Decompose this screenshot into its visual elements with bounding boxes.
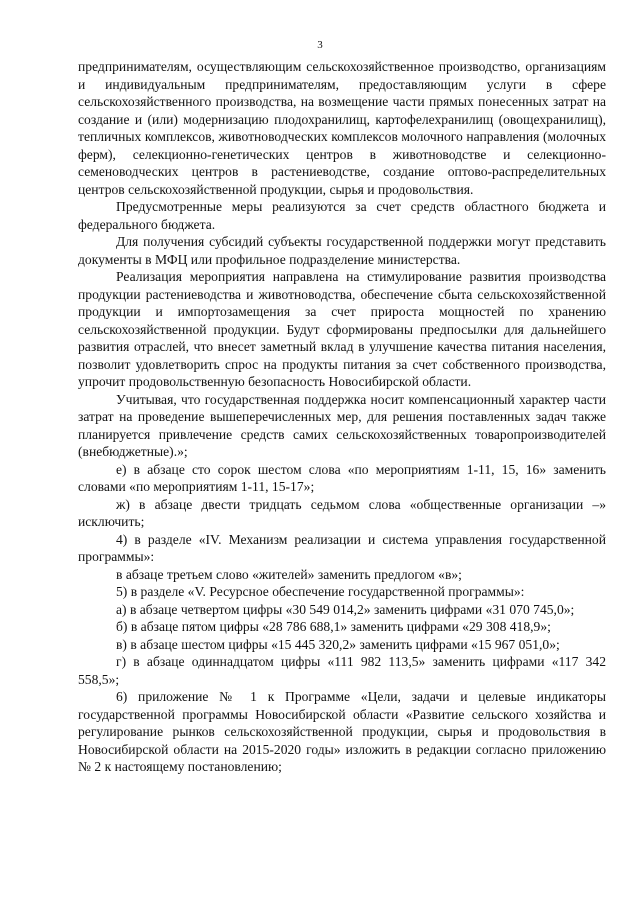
paragraph: а) в абзаце четвертом цифры «30 549 014,2» заменить цифрами «31 070 745,0»; [116,601,575,617]
paragraph: Для получения субсидий субъекты государственной поддержки могут представить документы в МФЦ или профильное подразделение министерства. [78,234,606,267]
paragraph: в абзаце третьем слово «жителей» заменить предлогом «в»; [116,566,462,582]
paragraph: Учитывая, что государственная поддержка носит компенсационный характер части затрат на проведение вышеперечисленных мер, для решения поставленных задач также планируется привлечение средств самих сельскохозяйственных товаропроизводителей (внебюджетные).»; [78,391,606,459]
paragraph: Реализация мероприятия направлена на стимулирование развития производства продукции растениеводства и животноводства, обеспечение сбыта сельскохозяйственной продукции и импортозамещения за счет прироста мощностей по хранению сельскохозяйственной продукции. Будут сформированы предпосылки для дальнейшего развития отраслей, что внесет заметный вклад в улучшение качества питания населения, позволит удовлетворить спрос на продукты питания за счет собственного производства, упрочит продовольственную безопасность Новосибирской области. [78,269,606,389]
document-body [78,58,606,776]
paragraph: предпринимателям, осуществляющим сельскохозяйственное производство, организациям и индивидуальным предпринимателям, предоставляющим услуги в сфере сельскохозяйственного производства, на возмещение части прямых понесенных затрат на создание и (или) модернизацию плодохранилищ, картофелехранилищ (овощехранилищ), тепличных комплексов, животноводческих комплексов молочного направления (молочных ферм), селекционно-генетических центров в животноводстве и селекционно-семеноводческих центров в растениеводстве, создание оптово-распределительных центров сельскохозяйственной продукции, сырья и продовольствия. [78,59,606,197]
paragraph: б) в абзаце пятом цифры «28 786 688,1» заменить цифрами «29 308 418,9»; [116,619,551,634]
paragraph: е) в абзаце сто сорок шестом слова «по мероприятиям 1-11, 15, 16» заменить словами «по мероприятиям 1-11, 15-17»; [78,461,606,494]
paragraph: в) в абзаце шестом цифры «15 445 320,2» заменить цифрами «15 967 051,0»; [116,636,560,652]
paragraph: г) в абзаце одиннадцатом цифры «111 982 113,5» заменить цифрами «117 342 558,5»; [78,654,606,687]
paragraph: 6) приложение № 1 к Программе «Цели, задачи и целевые индикаторы государственной программы Новосибирской области «Развитие сельского хозяйства и регулирование рынков сельскохозяйственной продукции, сырья и продовольствия в Новосибирской области на 2015-2020 годы» изложить в редакции согласно приложению № 2 к настоящему постановлению; [78,689,606,774]
paragraph: ж) в абзаце двести тридцать седьмом слова «общественные организации –» исключить; [78,496,606,529]
page-number: 3 [317,39,323,51]
paragraph: 5) в разделе «V. Ресурсное обеспечение государственной программы»: [116,584,525,599]
paragraph: Предусмотренные меры реализуются за счет средств областного бюджета и федерального бюджета. [78,199,606,232]
paragraph: 4) в разделе «IV. Механизм реализации и система управления государственной программы»: [78,531,606,564]
